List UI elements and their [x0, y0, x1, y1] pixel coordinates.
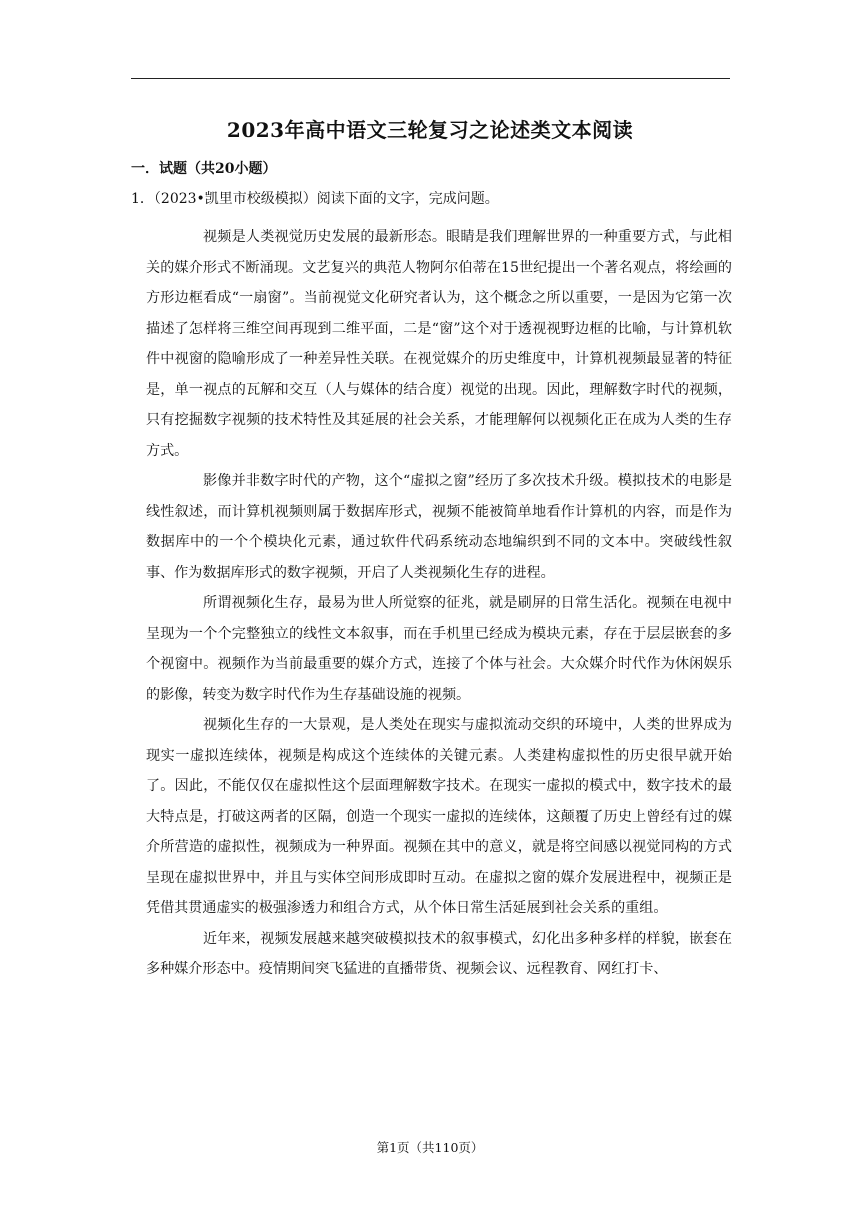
passage-paragraph: 近年来，视频发展越来越突破模拟技术的叙事模式，幻化出多种多样的样貌，嵌套在多种媒介形态中。疫情期间突飞猛进的直播带货、视频会议、远程教育、网红打卡、	[146, 930, 732, 977]
page-footer: 第1页（共110页）	[376, 1140, 484, 1155]
passage-paragraph: 视频是人类视觉历史发展的最新形态。眼睛是我们理解世界的一种重要方式，与此相关的媒介形式不断涌现。文艺复兴的典范人物阿尔伯蒂在15世纪提出一个著名观点，将绘画的方形边框看成“一扇窗”。当前视觉文化研究者认为，这个概念之所以重要，一是因为它第一次描述了怎样将三维空间再现到二维平面，二是“窗”这个对于透视视野边框的比喻，与计算机软件中视窗的隐喻形成了一种差异性关联。在视觉媒介的历史维度中，计算机视频最显著的特征是，单一视点的瓦解和交互（人与媒体的结合度）视觉的出现。因此，理解数字时代的视频，只有挖掘数字视频的技术特性及其延展的社会关系，才能理解何以视频化正在成为人类的生存方式。	[146, 229, 732, 459]
passage-paragraph: 所谓视频化生存，最易为世人所觉察的征兆，就是刷屏的日常生活化。视频在电视中呈现为一个个完整独立的线性文本叙事，而在手机里已经成为模块元素，存在于层层嵌套的多个视窗中。视频作为当前最重要的媒介方式，连接了个体与社会。大众媒介时代作为休闲娱乐的影像，转变为数字时代作为生存基础设施的视频。	[146, 595, 732, 703]
passage-body	[146, 222, 732, 985]
question-label: 1．（2023•凯里市校级模拟）阅读下面的文字，完成问题。	[131, 191, 499, 207]
passage-paragraph: 视频化生存的一大景观，是人类处在现实与虚拟流动交织的环境中，人类的世界成为现实一虚拟连续体，视频是构成这个连续体的关键元素。人类建构虚拟性的历史很早就开始了。因此，不能仅仅在虚拟性这个层面理解数字技术。在现实一虚拟的模式中，数字技术的最大特点是，打破这两者的区隔，创造一个现实一虚拟的连续体，这颠覆了历史上曾经有过的媒介所营造的虚拟性，视频成为一种界面。视频在其中的意义，就是将空间感以视觉同构的方式呈现在虚拟世界中，并且与实体空间形成即时互动。在虚拟之窗的媒介发展进程中，视频正是凭借其贯通虚实的极强渗透力和组合方式，从个体日常生活延展到社会关系的重组。	[146, 717, 732, 916]
section-heading: 一．试题（共20小题）	[131, 161, 277, 177]
document-title: 2023年高中语文三轮复习之论述类文本阅读	[226, 118, 634, 142]
header-rule	[131, 78, 730, 79]
passage-paragraph: 影像并非数字时代的产物，这个“虚拟之窗”经历了多次技术升级。模拟技术的电影是线性叙述，而计算机视频则属于数据库形式，视频不能被简单地看作计算机的内容，而是作为数据库中的一个个模块化元素，通过软件代码系统动态地编织到不同的文本中。突破线性叙事、作为数据库形式的数字视频，开启了人类视频化生存的进程。	[146, 473, 732, 581]
